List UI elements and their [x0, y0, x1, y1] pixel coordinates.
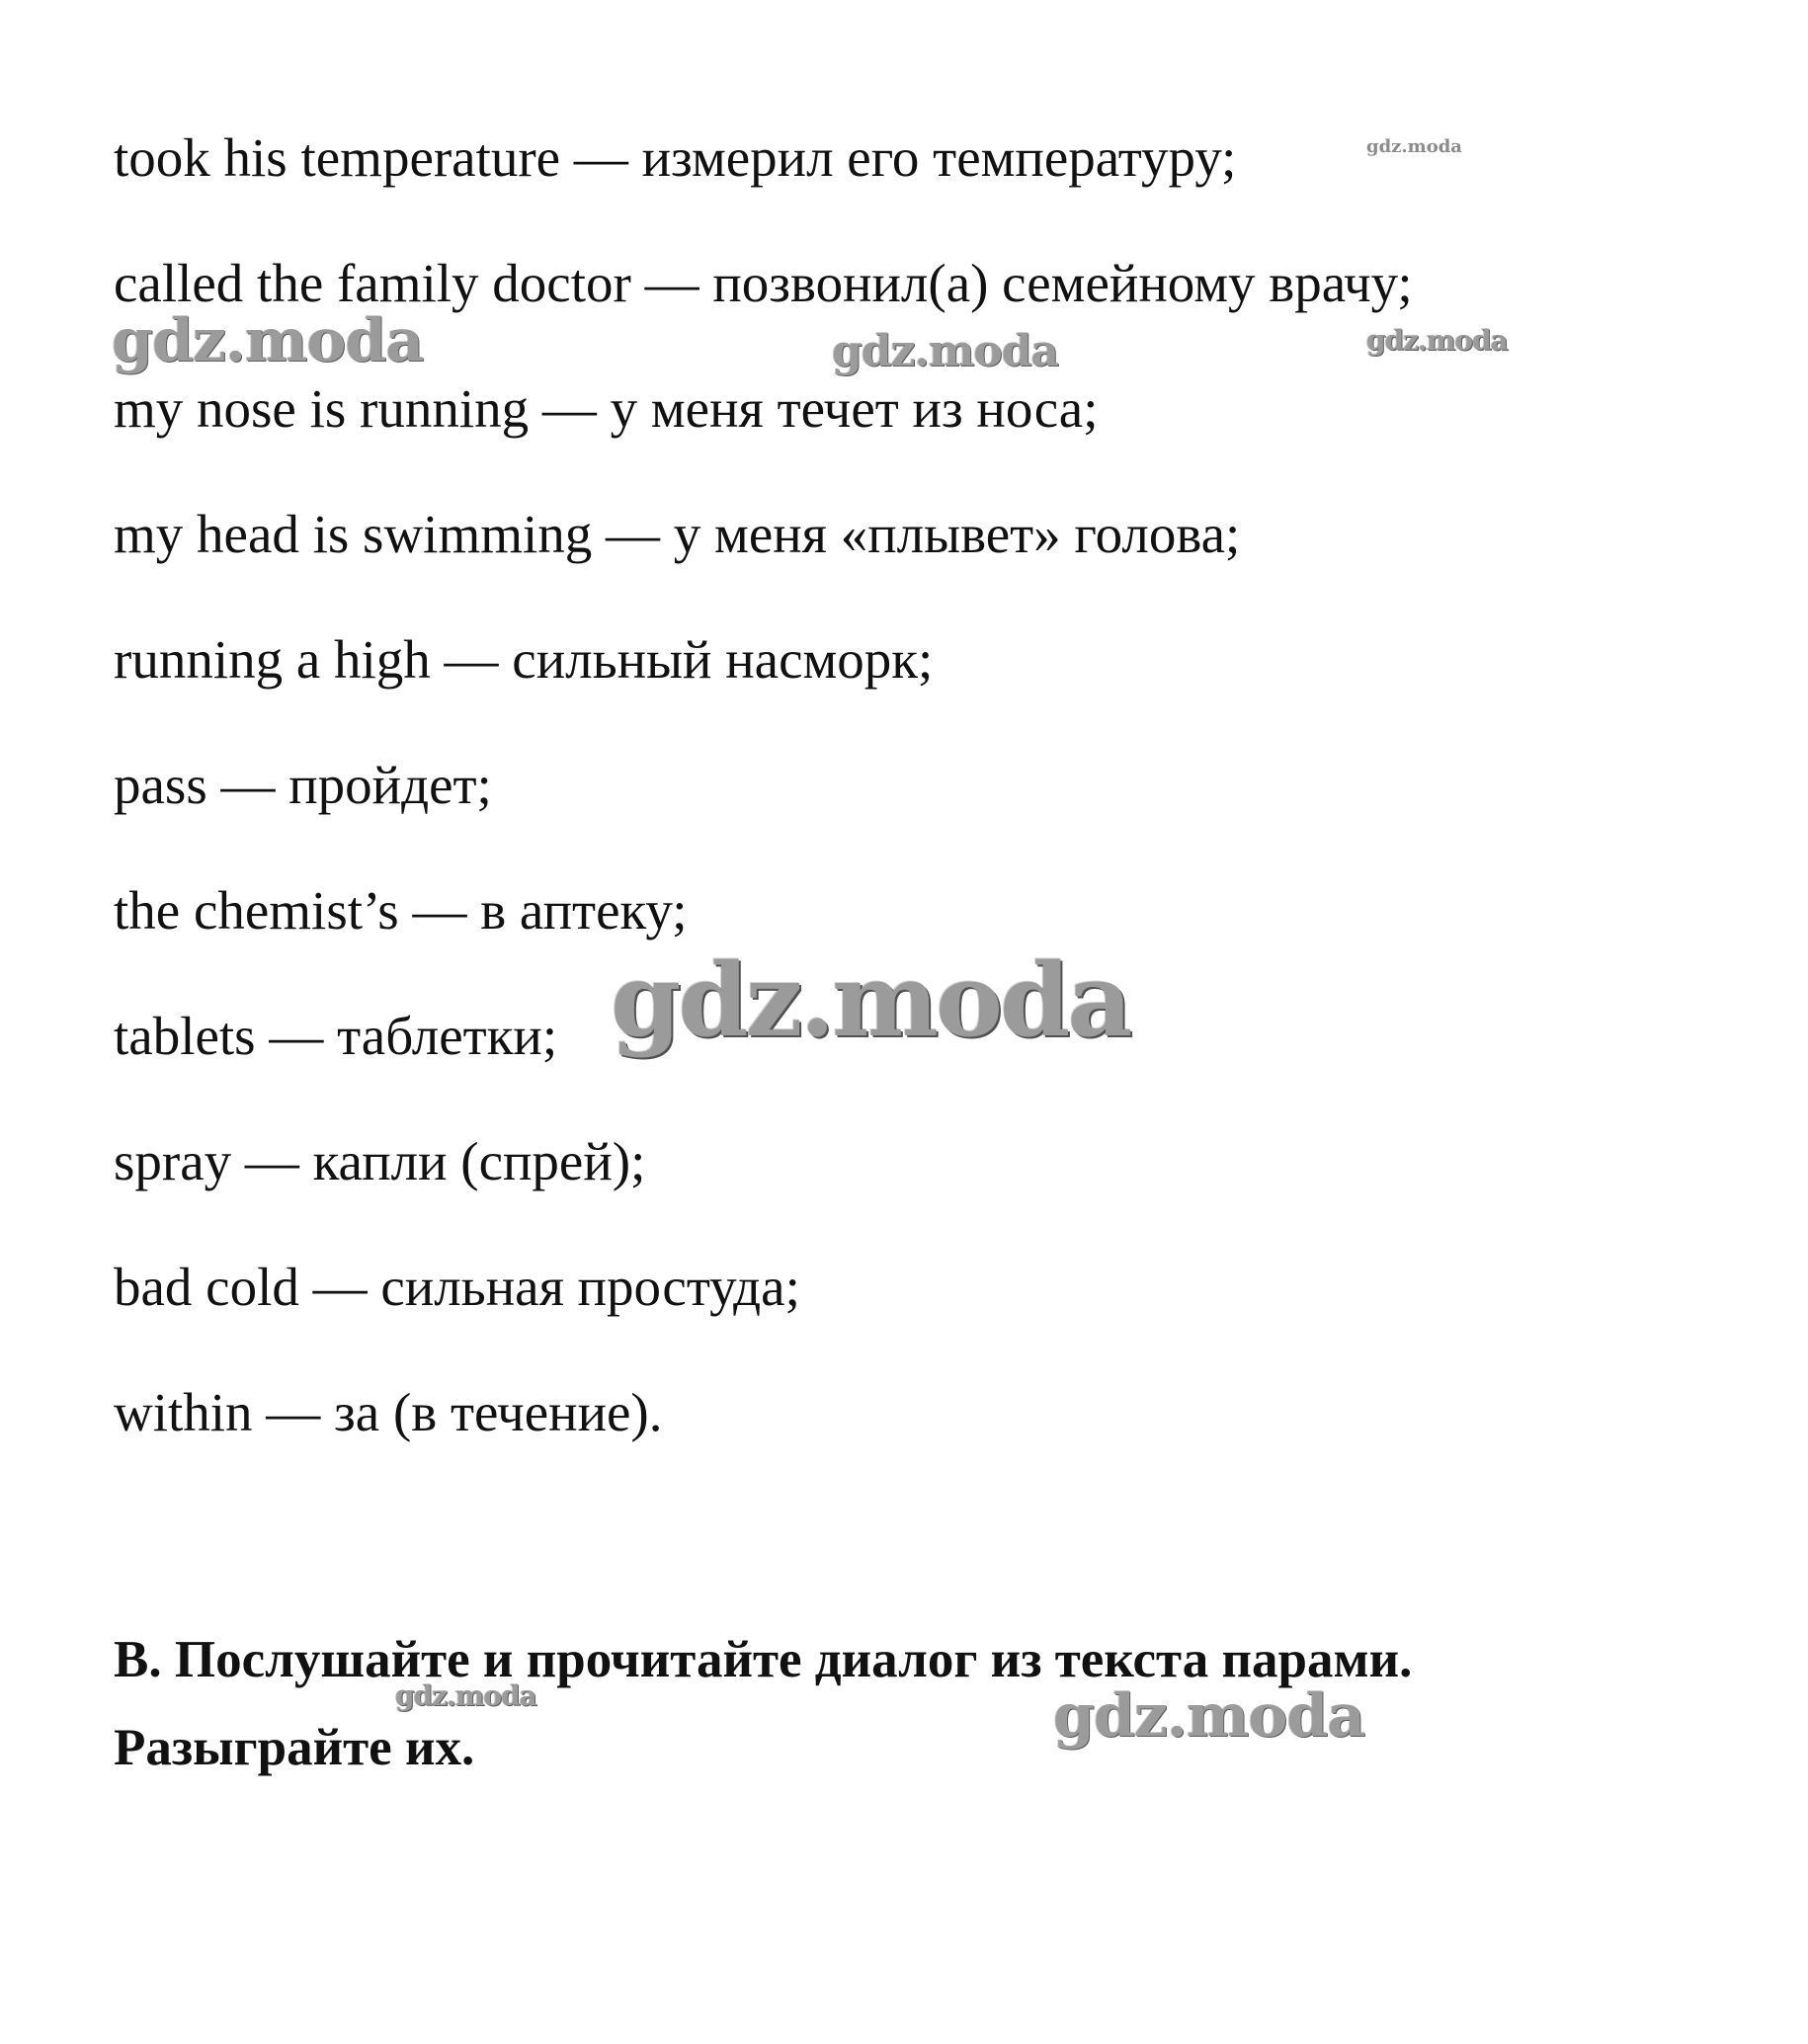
vocab-line-9: spray — капли (спрей);	[114, 1131, 646, 1191]
watermark-4: gdz.moda	[1366, 324, 1508, 357]
task-heading-line-2: Разыграйте их.	[114, 1719, 475, 1776]
task-heading-line-1: B. Послушайте и прочитайте диалог из текста парами.	[114, 1631, 1413, 1688]
watermark-6: gdz.moda	[395, 1679, 536, 1712]
watermark-2: gdz.moda	[112, 306, 424, 375]
vocab-line-3: my nose is running — у меня течет из носа;	[114, 378, 1099, 439]
vocab-line-5: running a high — сильный насморк;	[114, 629, 934, 690]
vocab-line-2: called the family doctor — позвонил(а) семейному врачу;	[114, 253, 1413, 313]
vocab-line-10: bad cold — сильная простуда;	[114, 1257, 800, 1317]
watermark-1: gdz.moda	[1366, 136, 1462, 157]
vocab-line-11: within — за (в течение).	[114, 1382, 663, 1442]
watermark-3: gdz.moda	[832, 326, 1059, 376]
vocab-line-6: pass — пройдет;	[114, 755, 492, 815]
vocab-line-7: the chemist’s — в аптеку;	[114, 880, 688, 940]
vocab-line-8: tablets — таблетки;	[114, 1006, 558, 1066]
vocab-line-4: my head is swimming — у меня «плывет» голова;	[114, 504, 1241, 564]
vocab-line-1: took his temperature — измерил его температуру;	[114, 127, 1237, 188]
watermark-7: gdz.moda	[1053, 1681, 1365, 1751]
watermark-5: gdz.moda	[611, 941, 1130, 1060]
